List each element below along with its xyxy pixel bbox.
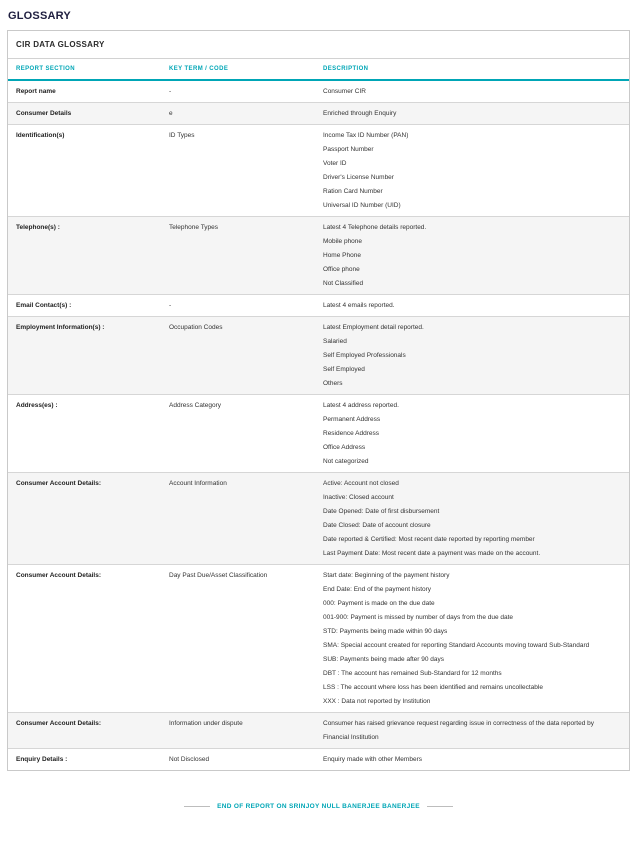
end-of-report — [7, 803, 630, 810]
description-cell — [315, 749, 629, 771]
description-cell — [315, 125, 629, 217]
table-row — [8, 749, 629, 771]
column-header: KEY TERM / CODE — [161, 59, 315, 80]
description-line: Voter ID — [323, 160, 347, 167]
report-section-cell: Enquiry Details : — [8, 749, 161, 771]
description-line: Others — [323, 380, 343, 387]
description-line: Self Employed Professionals — [323, 352, 406, 359]
column-header: DESCRIPTION — [315, 59, 629, 80]
table-row — [8, 395, 629, 473]
footer-rule-right — [427, 806, 453, 807]
description-line: Latest 4 Telephone details reported. — [323, 224, 427, 231]
report-section-cell: Telephone(s) : — [8, 217, 161, 295]
description-line: Latest 4 address reported. — [323, 402, 399, 409]
description-cell — [315, 395, 629, 473]
description-line: Date Opened: Date of first disbursement — [323, 508, 440, 515]
description-line: Office Address — [323, 444, 366, 451]
description-line: Not Classified — [323, 280, 364, 287]
description-line: Passport Number — [323, 146, 374, 153]
key-term-cell: Address Category — [161, 395, 315, 473]
table-header-row — [8, 59, 629, 80]
key-term-cell: Information under dispute — [161, 713, 315, 749]
key-term-cell: - — [161, 295, 315, 317]
table-row — [8, 473, 629, 565]
description-line: Date reported & Certified: Most recent date reported by reporting member — [323, 536, 535, 543]
description-line: Universal ID Number (UID) — [323, 202, 401, 209]
description-cell — [315, 80, 629, 103]
column-header: REPORT SECTION — [8, 59, 161, 80]
description-line: Start date: Beginning of the payment history — [323, 572, 450, 579]
key-term-cell: Telephone Types — [161, 217, 315, 295]
description-cell — [315, 565, 629, 713]
description-cell — [315, 217, 629, 295]
description-cell — [315, 317, 629, 395]
glossary-table — [8, 59, 629, 770]
table-row — [8, 713, 629, 749]
description-line: XXX : Data not reported by Institution — [323, 698, 431, 705]
description-line: Consumer has raised grievance request regarding issue in correctness of the data reported by Financial Institution — [323, 720, 594, 741]
description-line: 001-900: Payment is missed by number of days from the due date — [323, 614, 514, 621]
table-row — [8, 125, 629, 217]
description-line: Enriched through Enquiry — [323, 110, 397, 117]
table-row — [8, 317, 629, 395]
page-title: GLOSSARY — [8, 10, 71, 22]
description-line: SUB: Payments being made after 90 days — [323, 656, 445, 663]
description-line: Inactive: Closed account — [323, 494, 394, 501]
report-section-cell: Employment Information(s) : — [8, 317, 161, 395]
report-section-cell: Address(es) : — [8, 395, 161, 473]
table-header — [8, 59, 629, 80]
description-line: Permanent Address — [323, 416, 381, 423]
description-line: Residence Address — [323, 430, 380, 437]
table-body — [8, 80, 629, 770]
report-section-cell: Identification(s) — [8, 125, 161, 217]
key-term-cell: ID Types — [161, 125, 315, 217]
description-cell — [315, 473, 629, 565]
end-of-report-text: END OF REPORT ON SRINJOY NULL BANERJEE BANERJEE — [217, 803, 420, 810]
description-line: SMA: Special account created for reporting Standard Accounts moving toward Sub-Standard — [323, 642, 590, 649]
table-row — [8, 103, 629, 125]
description-line: 000: Payment is made on the due date — [323, 600, 435, 607]
description-line: LSS : The account where loss has been identified and remains uncollectable — [323, 684, 543, 691]
description-cell — [315, 713, 629, 749]
key-term-cell: Day Past Due/Asset Classification — [161, 565, 315, 713]
description-line: Date Closed: Date of account closure — [323, 522, 431, 529]
description-line: Last Payment Date: Most recent date a payment was made on the account. — [323, 550, 541, 557]
description-line: End Date: End of the payment history — [323, 586, 432, 593]
report-section-cell: Consumer Account Details: — [8, 713, 161, 749]
report-section-cell: Consumer Account Details: — [8, 565, 161, 713]
panel-title: CIR DATA GLOSSARY — [8, 31, 629, 59]
key-term-cell: e — [161, 103, 315, 125]
description-line: Self Employed — [323, 366, 365, 373]
description-cell — [315, 103, 629, 125]
key-term-cell: Occupation Codes — [161, 317, 315, 395]
description-line: Active: Account not closed — [323, 480, 399, 487]
description-line: Latest 4 emails reported. — [323, 302, 395, 309]
report-section-cell: Email Contact(s) : — [8, 295, 161, 317]
description-line: Office phone — [323, 266, 360, 273]
table-row — [8, 565, 629, 713]
description-line: Enquiry made with other Members — [323, 756, 422, 763]
description-line: Ration Card Number — [323, 188, 383, 195]
description-line: STD: Payments being made within 90 days — [323, 628, 448, 635]
description-line: Driver's License Number — [323, 174, 394, 181]
description-line: Not categorized — [323, 458, 369, 465]
table-row — [8, 217, 629, 295]
key-term-cell: Account Information — [161, 473, 315, 565]
glossary-panel — [7, 30, 630, 771]
key-term-cell: Not Disclosed — [161, 749, 315, 771]
footer-rule-left — [184, 806, 210, 807]
description-line: Income Tax ID Number (PAN) — [323, 132, 409, 139]
description-cell — [315, 295, 629, 317]
description-line: Mobile phone — [323, 238, 363, 245]
table-row — [8, 295, 629, 317]
report-section-cell: Report name — [16, 88, 56, 95]
table-row — [8, 80, 629, 103]
report-section-cell: Consumer Account Details: — [8, 473, 161, 565]
report-section-cell: Consumer Details — [8, 103, 161, 125]
key-term-cell: - — [169, 88, 172, 95]
description-line: Consumer CIR — [323, 88, 366, 95]
description-line: Latest Employment detail reported. — [323, 324, 424, 331]
description-line: Salaried — [323, 338, 347, 345]
description-line: Home Phone — [323, 252, 361, 259]
description-line: DBT : The account has remained Sub-Standard for 12 months — [323, 670, 502, 677]
